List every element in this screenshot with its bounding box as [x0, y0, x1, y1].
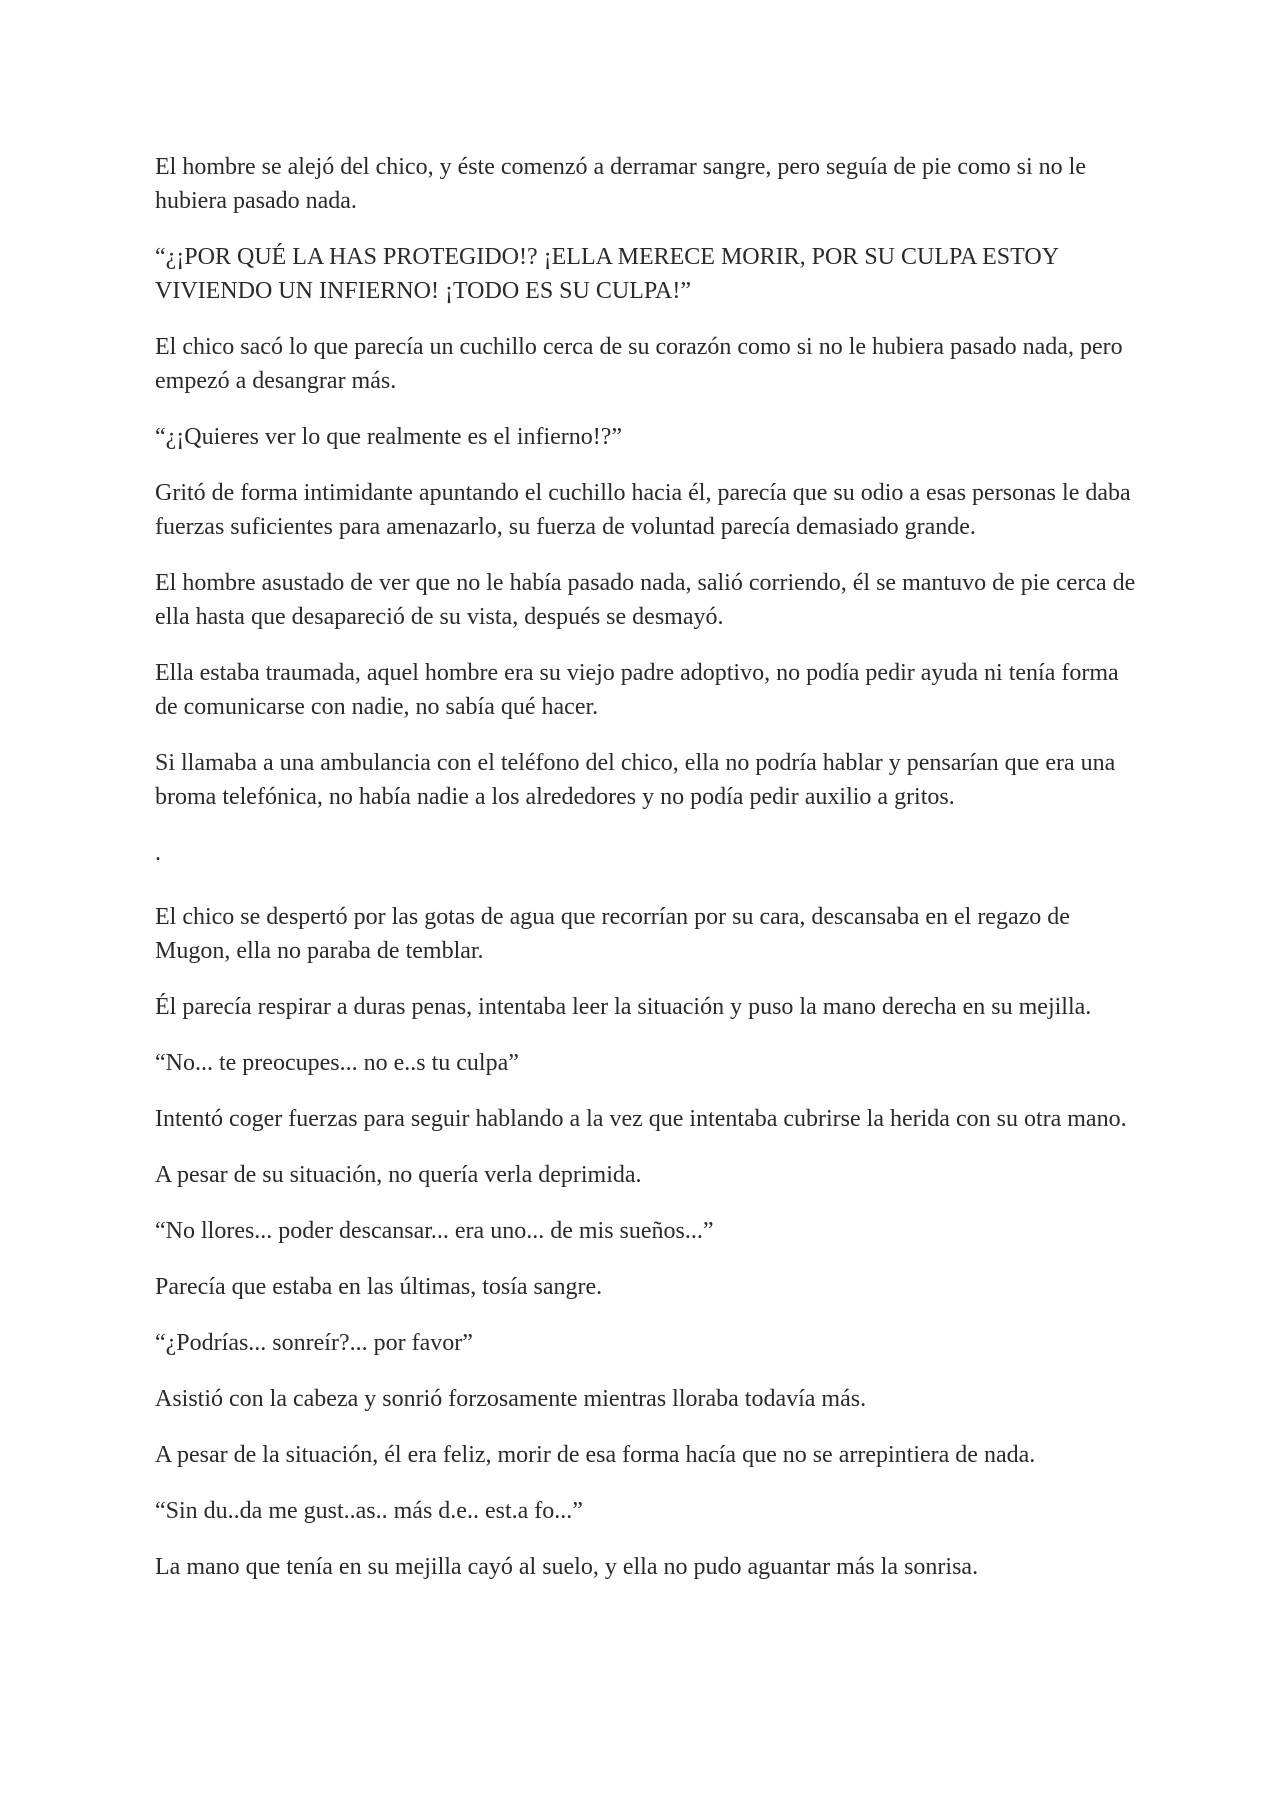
paragraph-15: Parecía que estaba en las últimas, tosía sangre.: [155, 1274, 603, 1300]
paragraph-2: “¿¡POR QUÉ LA HAS PROTEGIDO!? ¡ELLA MERECE MORIR, POR SU CULPA ESTOY VIVIENDO UN INFIERNO! ¡TODO ES SU CULPA!”: [155, 244, 1059, 304]
paragraph-11: “No... te preocupes... no e..s tu culpa”: [155, 1050, 519, 1076]
paragraph-17: Asistió con la cabeza y sonrió forzosamente mientras lloraba todavía más.: [155, 1386, 867, 1412]
paragraph-10: Él parecía respirar a duras penas, intentaba leer la situación y puso la mano derecha en su mejilla.: [155, 994, 1092, 1020]
paragraph-3: El chico sacó lo que parecía un cuchillo cerca de su corazón como si no le hubiera pasado nada, pero empezó a desangrar más.: [155, 334, 1123, 394]
paragraph-1: El hombre se alejó del chico, y éste comenzó a derramar sangre, pero seguía de pie como si no le hubiera pasado nada.: [155, 154, 1086, 214]
paragraph-13: A pesar de su situación, no quería verla deprimida.: [155, 1162, 642, 1188]
paragraph-20: La mano que tenía en su mejilla cayó al suelo, y ella no pudo aguantar más la sonrisa.: [155, 1554, 979, 1580]
document-body: [155, 150, 1140, 1606]
paragraph-8: Si llamaba a una ambulancia con el teléfono del chico, ella no podría hablar y pensarían que era una broma telefónica, no había nadie a los alrededores y no podía pedir auxilio a gritos.: [155, 750, 1116, 810]
paragraph-5: Gritó de forma intimidante apuntando el cuchillo hacia él, parecía que su odio a esas personas le daba fuerzas suficientes para amenazarlo, su fuerza de voluntad parecía demasiado grande.: [155, 480, 1131, 540]
paragraph-12: Intentó coger fuerzas para seguir hablando a la vez que intentaba cubrirse la herida con su otra mano.: [155, 1106, 1127, 1132]
paragraph-18: A pesar de la situación, él era feliz, morir de esa forma hacía que no se arrepintiera de nada.: [155, 1442, 1036, 1468]
paragraph-9: El chico se despertó por las gotas de agua que recorrían por su cara, descansaba en el regazo de Mugon, ella no paraba de temblar.: [155, 904, 1070, 964]
paragraph-14: “No llores... poder descansar... era uno... de mis sueños...”: [155, 1218, 714, 1244]
paragraph-6: El hombre asustado de ver que no le había pasado nada, salió corriendo, él se mantuvo de pie cerca de ella hasta que desapareció de su vista, después se desmayó.: [155, 570, 1136, 630]
paragraph-19: “Sin du..da me gust..as.. más d.e.. est.a fo...”: [155, 1498, 583, 1524]
paragraph-16: “¿Podrías... sonreír?... por favor”: [155, 1330, 473, 1356]
section-separator: .: [155, 840, 161, 866]
paragraph-4: “¿¡Quieres ver lo que realmente es el infierno!?”: [155, 424, 623, 450]
paragraph-7: Ella estaba traumada, aquel hombre era su viejo padre adoptivo, no podía pedir ayuda ni tenía forma de comunicarse con nadie, no sabía qué hacer.: [155, 660, 1119, 720]
